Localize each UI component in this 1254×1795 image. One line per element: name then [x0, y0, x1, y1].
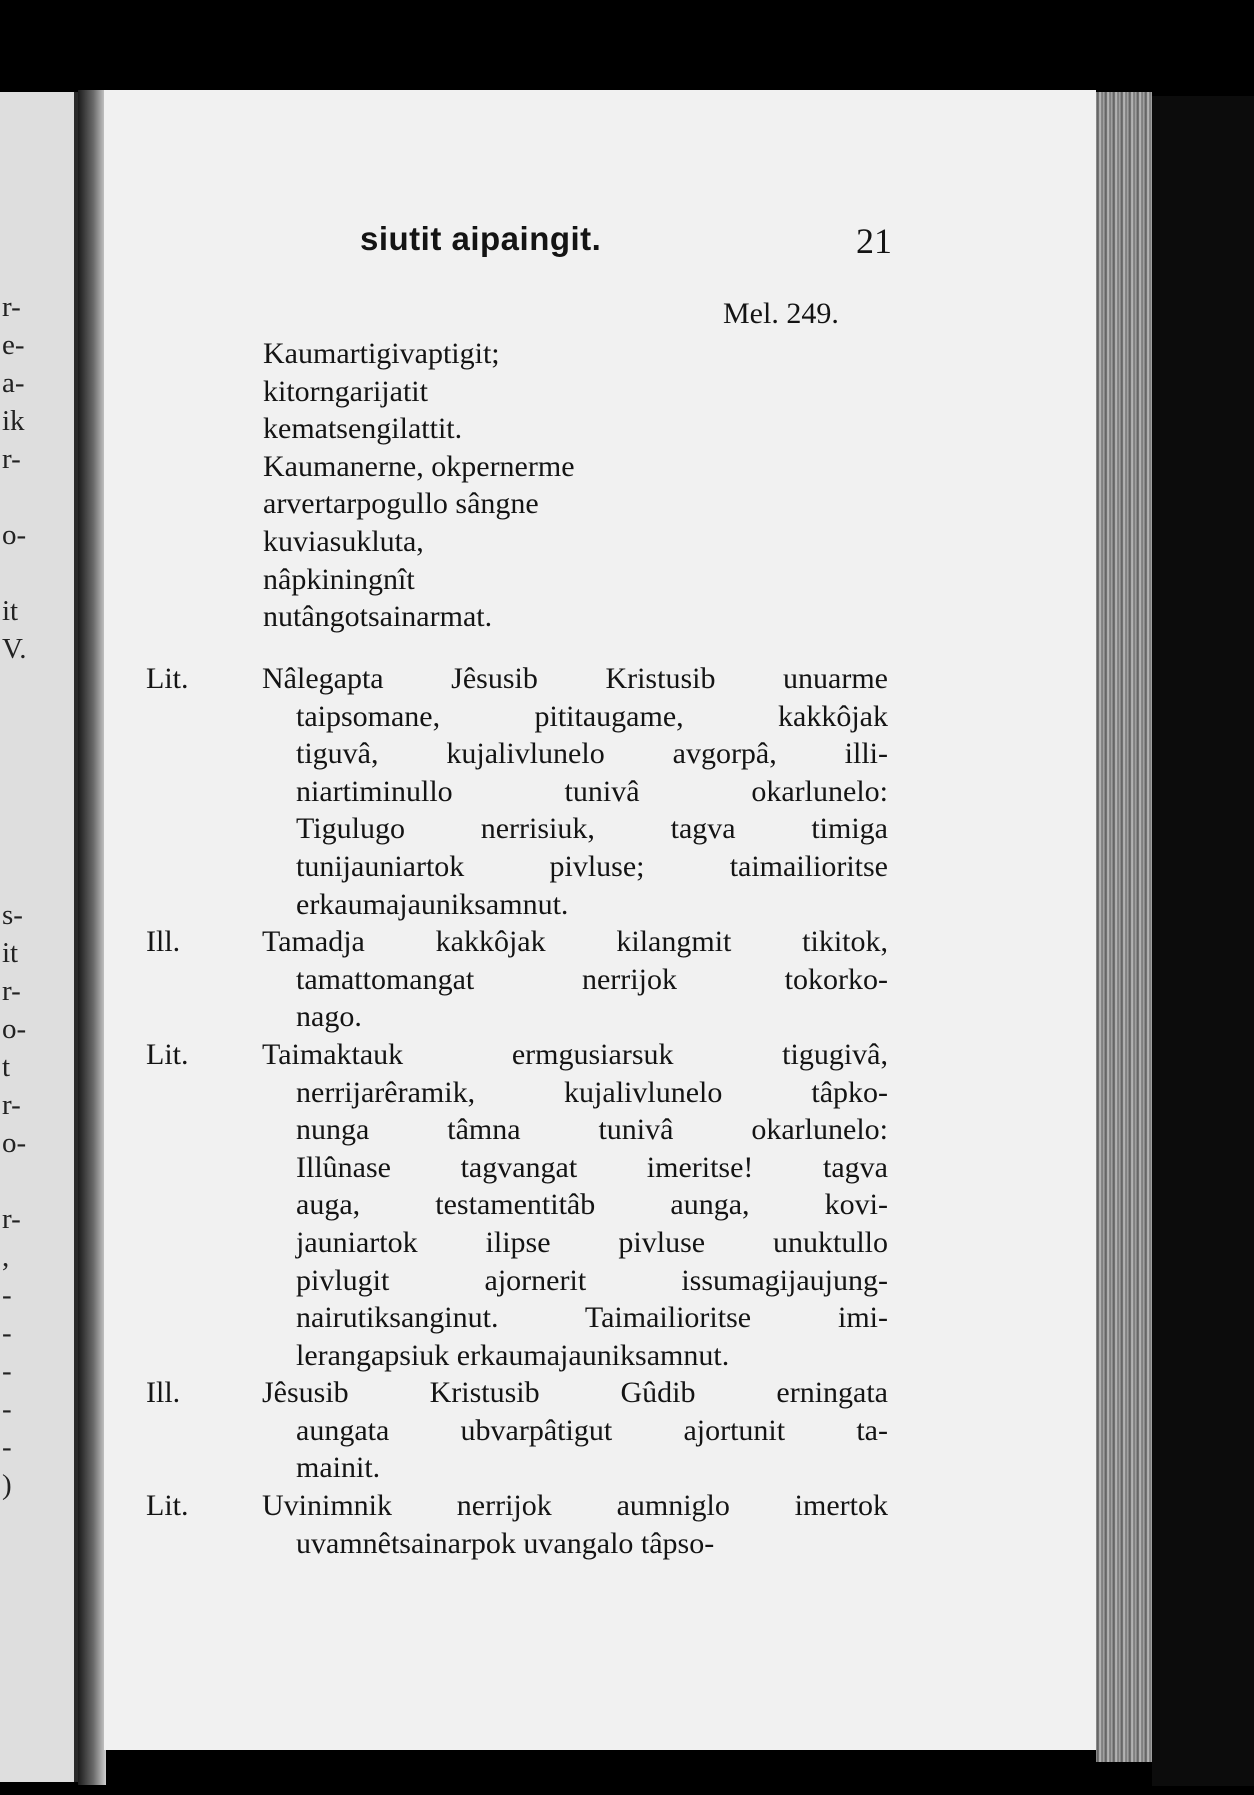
response-line: lerangapsiuk erkaumajauniksamnut.	[296, 1338, 730, 1372]
verse-line: arvertarpogullo sângne	[263, 487, 539, 521]
response-text	[262, 1036, 888, 1374]
response-block	[0, 1487, 992, 1562]
speaker-label: Lit.	[146, 662, 189, 695]
facing-page-fragment: it	[2, 937, 19, 969]
response-line: mainit.	[296, 1451, 381, 1485]
response-line: erkaumajauniksamnut.	[296, 887, 569, 921]
facing-page-fragment: s-	[2, 899, 23, 931]
page-number: 21	[856, 221, 892, 261]
response-line: niartiminullo tunivâ okarlunelo:	[296, 774, 888, 808]
speaker-label: Ill.	[146, 1376, 181, 1410]
hymn-verse	[263, 335, 575, 636]
response-line: nago.	[296, 1000, 362, 1034]
response-line: Jêsusib Kristusib Gûdib erningata	[262, 1376, 888, 1410]
facing-page-fragment: V.	[2, 633, 27, 665]
response-block	[0, 660, 992, 923]
response-line: nunga tâmna tunivâ okarlunelo:	[296, 1113, 888, 1147]
facing-page-fragment: it	[2, 595, 19, 627]
verse-line: Kaumartigivaptigit;	[263, 337, 500, 370]
response-line: Illûnase tagvangat imeritse! tagva	[296, 1150, 888, 1184]
running-head: siutit aipaingit.	[360, 220, 602, 257]
facing-page-fragment: t	[2, 1051, 11, 1083]
response-line: Tamadja kakkôjak kilangmit tikitok,	[262, 925, 888, 959]
facing-page-fragment: o-	[2, 1127, 27, 1159]
response-text	[262, 660, 888, 923]
book-page	[104, 90, 1096, 1750]
facing-page-fragment: -	[2, 1317, 12, 1349]
response-text	[262, 1487, 888, 1562]
facing-page-fragment: o-	[2, 519, 27, 551]
facing-page-fragment: a-	[2, 367, 25, 399]
facing-page-fragment: -	[2, 1355, 12, 1387]
facing-page-fragment: -	[2, 1431, 12, 1463]
response-line: nerrijarêramik, kujalivlunelo tâpko-	[296, 1075, 888, 1109]
response-block	[0, 923, 992, 1036]
facing-page-fragment: ,	[2, 1241, 10, 1273]
liturgy-responses	[0, 660, 992, 1562]
verse-line: kuviasukluta,	[263, 524, 424, 558]
response-line: Nâlegapta Jêsusib Kristusib unuarme	[262, 662, 888, 695]
facing-page-fragment: e-	[2, 329, 25, 361]
speaker-label: Lit.	[146, 1037, 189, 1071]
response-line: aungata ubvarpâtigut ajortunit ta-	[296, 1413, 888, 1447]
verse-line: nâpkiningnît	[263, 562, 415, 596]
facing-page-fragment: r-	[2, 443, 21, 475]
facing-page-fragment: o-	[2, 1013, 27, 1045]
response-line: pivlugit ajornerit issumagijaujung-	[296, 1263, 888, 1297]
verse-line: Kaumanerne, okpernerme	[263, 449, 575, 483]
speaker-label: Ill.	[146, 925, 181, 959]
verse-line: kematsengilattit.	[263, 412, 463, 446]
response-line: tunijauniartok pivluse; taimailioritse	[296, 849, 888, 883]
response-line: Tigulugo nerrisiuk, tagva timiga	[296, 812, 888, 846]
facing-page-fragment: -	[2, 1393, 12, 1425]
response-line: tamattomangat nerrijok tokorko-	[296, 962, 888, 996]
facing-page-fragment: r-	[2, 975, 21, 1007]
facing-page-fragment: ik	[2, 405, 25, 437]
facing-page-fragment: -	[2, 1279, 12, 1311]
facing-page-fragment: r-	[2, 1089, 21, 1121]
verse-line: nutângotsainarmat.	[263, 600, 493, 634]
response-line: auga, testamentitâb aunga, kovi-	[296, 1188, 888, 1222]
facing-page-fragment: r-	[2, 1203, 21, 1235]
page-stack-edge	[1096, 92, 1152, 1762]
facing-page-fragment: r-	[2, 291, 21, 323]
facing-page-fragment: )	[2, 1469, 12, 1501]
response-line: taipsomane, pititaugame, kakkôjak	[296, 699, 888, 733]
speaker-label: Lit.	[146, 1489, 189, 1523]
response-block	[0, 1036, 992, 1374]
response-line: Taimaktauk ermgusiarsuk tigugivâ,	[262, 1037, 888, 1071]
response-text	[262, 923, 888, 1036]
response-line: jauniartok ilipse pivluse unuktullo	[296, 1225, 888, 1259]
response-line: uvamnêtsainarpok uvangalo tâpso-	[296, 1526, 715, 1560]
verse-line: kitorngarijatit	[263, 374, 428, 408]
background-dark	[1152, 96, 1254, 1786]
melody-reference: Mel. 249.	[723, 297, 839, 330]
response-line: Uvinimnik nerrijok aumniglo imertok	[262, 1489, 888, 1523]
response-line: nairutiksanginut. Taimailioritse imi-	[296, 1301, 888, 1335]
response-block	[0, 1374, 992, 1487]
response-text	[262, 1374, 888, 1487]
response-line: tiguvâ, kujalivlunelo avgorpâ, illi-	[296, 737, 888, 771]
